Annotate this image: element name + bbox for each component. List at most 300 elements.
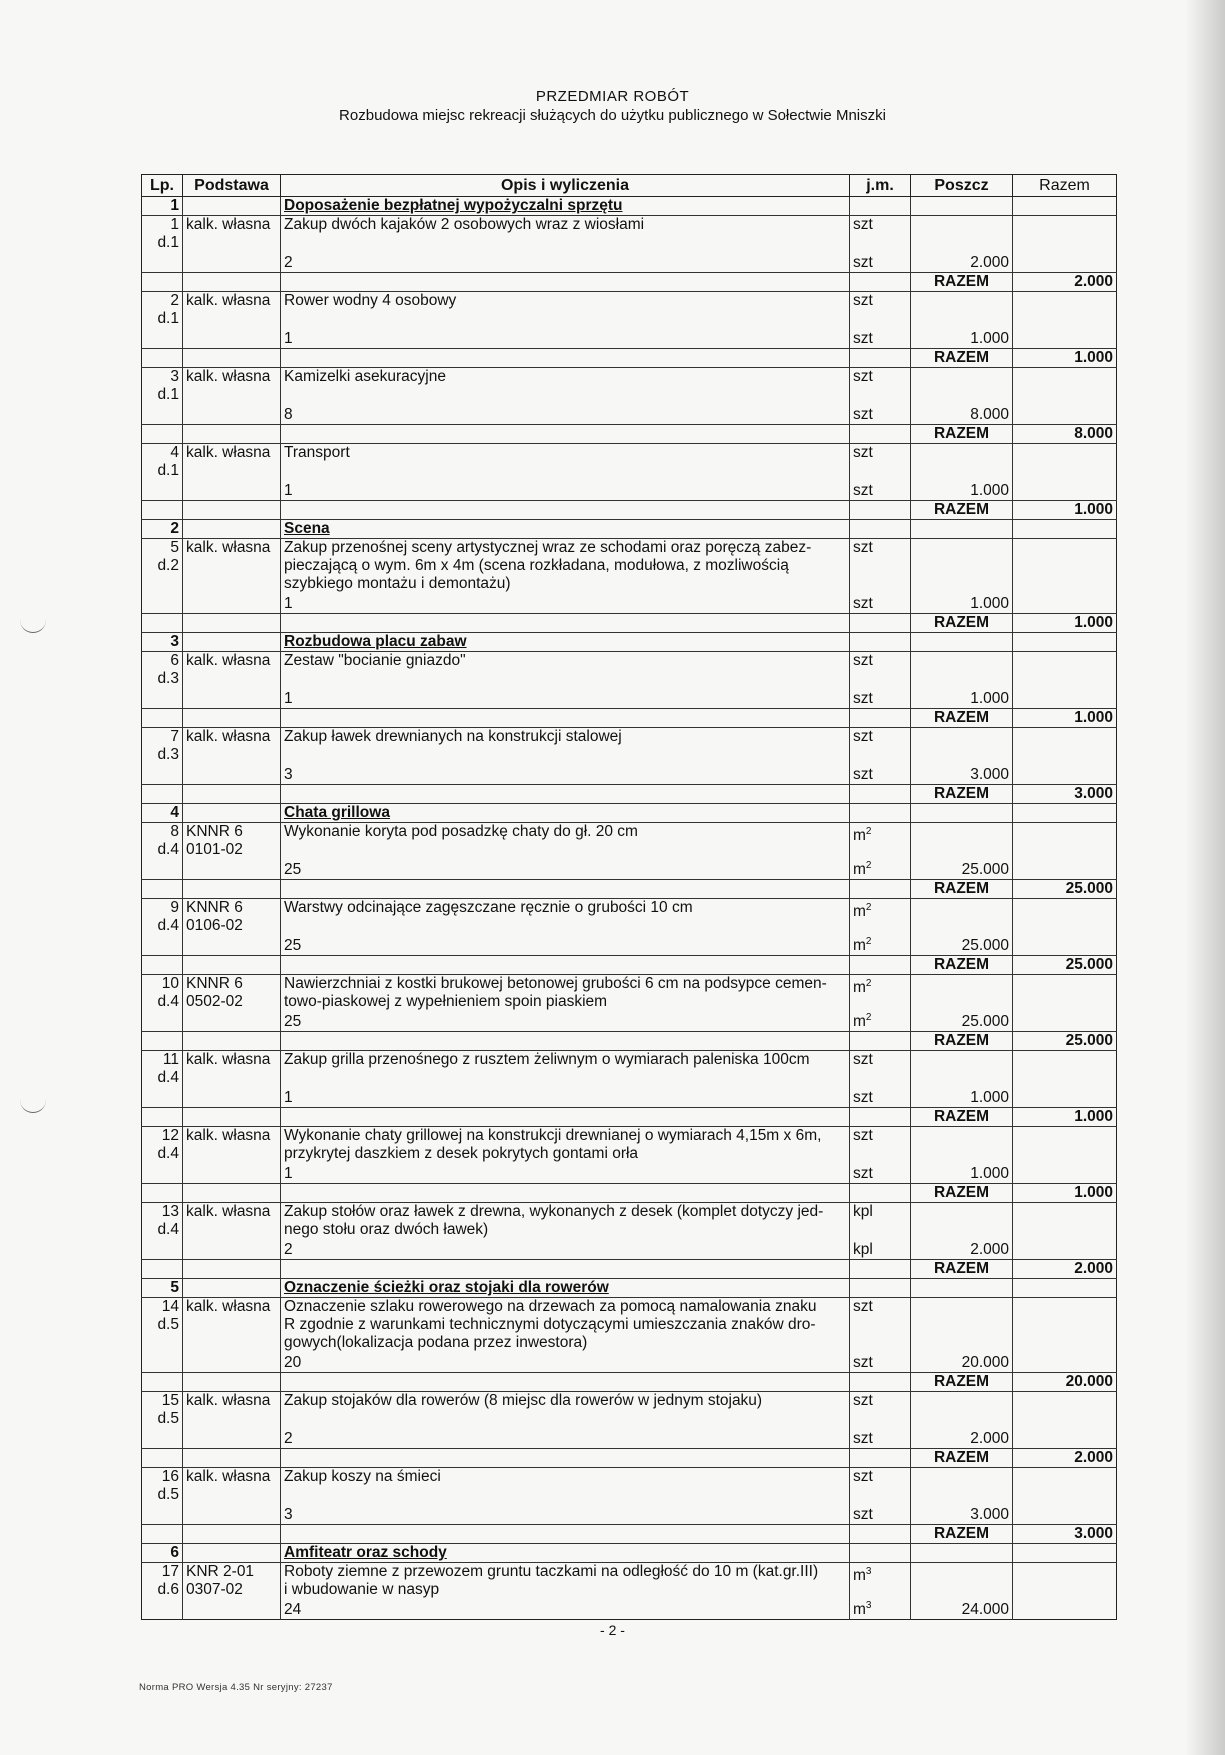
item-dzial: d.4 — [157, 1221, 179, 1238]
unit-text: $m^2$ — [853, 859, 872, 878]
item-razem-empty — [1013, 1468, 1117, 1525]
item-unit-result — [853, 857, 907, 879]
item-description-line: Roboty ziemne z przewozem gruntu taczkami na odległość do 10 m (kat.gr.III) — [284, 1563, 819, 1580]
razem-value: 1.000 — [1013, 501, 1117, 520]
razem-label: RAZEM — [911, 501, 1013, 520]
razem-jm-empty — [850, 501, 911, 520]
razem-row — [142, 425, 1117, 444]
razem-opis-empty — [281, 1032, 850, 1051]
unit-text: $m^2$ — [853, 1011, 872, 1030]
item-opis-cell — [281, 539, 850, 614]
razem-opis-empty — [281, 614, 850, 633]
item-row — [142, 1392, 1117, 1449]
item-description-line: Wykonanie koryta pod posadzkę chaty do gł. 20 cm — [284, 823, 638, 840]
section-jm-empty — [850, 197, 911, 216]
razem-podstawa-empty — [183, 273, 281, 292]
razem-lp-empty — [142, 1032, 183, 1051]
item-jm-cell — [850, 1051, 911, 1108]
unit-text: $m^3$ — [853, 1599, 872, 1618]
razem-podstawa-empty — [183, 785, 281, 804]
razem-opis-empty — [281, 425, 850, 444]
item-podstawa-cell — [183, 216, 281, 273]
item-unit — [853, 728, 907, 746]
item-podstawa-line2: kalk. własna — [186, 1203, 271, 1220]
section-jm-empty — [850, 804, 911, 823]
item-number: 4 — [170, 444, 179, 461]
item-description-line: Wykonanie chaty grillowej na konstrukcji drewnianej o wymiarach 4,15m x 6m, — [284, 1127, 822, 1144]
item-jm-cell — [850, 652, 911, 709]
razem-podstawa-empty — [183, 425, 281, 444]
item-razem-empty — [1013, 652, 1117, 709]
item-razem-empty — [1013, 1298, 1117, 1373]
section-number: 5 — [142, 1279, 183, 1298]
item-dzial: d.4 — [157, 841, 179, 858]
item-poszcz-value: 1.000 — [970, 330, 1009, 347]
razem-jm-empty — [850, 273, 911, 292]
section-row — [142, 1279, 1117, 1298]
section-jm-empty — [850, 520, 911, 539]
razem-podstawa-empty — [183, 709, 281, 728]
razem-podstawa-empty — [183, 880, 281, 899]
item-razem-empty — [1013, 444, 1117, 501]
item-row — [142, 539, 1117, 614]
section-title: Oznaczenie ścieżki oraz stojaki dla rowerów — [281, 1279, 850, 1298]
punch-hole-mark — [20, 1098, 46, 1113]
item-razem-empty — [1013, 728, 1117, 785]
section-jm-empty — [850, 1544, 911, 1563]
item-poszcz-cell — [911, 1203, 1013, 1260]
item-number: 14 — [161, 1298, 179, 1315]
item-poszcz-value: 8.000 — [970, 406, 1009, 423]
item-dzial: d.3 — [157, 670, 179, 687]
razem-value: 25.000 — [1013, 1032, 1117, 1051]
item-description-line: Zakup ławek drewnianych na konstrukcji stalowej — [284, 728, 622, 745]
item-lp-cell — [142, 1203, 183, 1260]
razem-podstawa-empty — [183, 349, 281, 368]
section-podstawa-empty — [183, 1279, 281, 1298]
item-jm-cell — [850, 1468, 911, 1525]
item-poszcz-value: 2.000 — [970, 254, 1009, 271]
razem-row — [142, 785, 1117, 804]
section-razem-empty — [1013, 804, 1117, 823]
item-unit-result — [853, 1506, 907, 1524]
item-number: 6 — [170, 652, 179, 669]
item-quantity-formula: 3 — [284, 766, 293, 783]
item-dzial: d.2 — [157, 557, 179, 574]
razem-opis-empty — [281, 1260, 850, 1279]
item-opis-cell — [281, 216, 850, 273]
item-number: 2 — [170, 292, 179, 309]
item-lp-cell — [142, 1051, 183, 1108]
item-podstawa-line2: kalk. własna — [186, 368, 271, 385]
item-opis-cell — [281, 1203, 850, 1260]
razem-jm-empty — [850, 614, 911, 633]
col-header-razem: Razem — [1013, 175, 1117, 197]
item-row — [142, 1203, 1117, 1260]
item-description-line: Zakup stojaków dla rowerów (8 miejsc dla rowerów w jednym stojaku) — [284, 1392, 763, 1409]
item-number: 16 — [161, 1468, 179, 1485]
section-poszcz-empty — [911, 1279, 1013, 1298]
unit-text: szt — [853, 539, 873, 556]
item-podstawa-line2: 0101-02 — [186, 841, 243, 858]
item-quantity-formula: 1 — [284, 330, 293, 347]
item-description-line: Zakup koszy na śmieci — [284, 1468, 441, 1485]
unit-text: szt — [853, 1468, 873, 1485]
item-jm-cell — [850, 1298, 911, 1373]
unit-text: $m^2$ — [853, 826, 872, 845]
item-poszcz-value: 2.000 — [970, 1241, 1009, 1258]
razem-lp-empty — [142, 956, 183, 975]
section-row — [142, 804, 1117, 823]
razem-opis-empty — [281, 501, 850, 520]
razem-label: RAZEM — [911, 1449, 1013, 1468]
razem-row — [142, 956, 1117, 975]
section-podstawa-empty — [183, 804, 281, 823]
razem-jm-empty — [850, 1032, 911, 1051]
item-description-line: Zakup dwóch kajaków 2 osobowych wraz z wiosłami — [284, 216, 645, 233]
section-number: 4 — [142, 804, 183, 823]
razem-podstawa-empty — [183, 1184, 281, 1203]
razem-opis-empty — [281, 1525, 850, 1544]
item-poszcz-value: 1.000 — [970, 690, 1009, 707]
item-podstawa-line1: KNR 2-01 — [186, 1563, 255, 1580]
item-opis-cell — [281, 652, 850, 709]
item-podstawa-cell — [183, 539, 281, 614]
item-podstawa-cell — [183, 728, 281, 785]
item-lp-cell — [142, 899, 183, 956]
item-poszcz-cell — [911, 539, 1013, 614]
item-quantity-formula: 3 — [284, 1506, 293, 1523]
section-row — [142, 197, 1117, 216]
item-unit — [853, 1392, 907, 1410]
item-description-line: towo-piaskowej z wypełnieniem spoin piaskiem — [284, 993, 608, 1010]
razem-opis-empty — [281, 880, 850, 899]
item-quantity-formula: 24 — [284, 1601, 302, 1618]
item-poszcz-value: 1.000 — [970, 595, 1009, 612]
item-razem-empty — [1013, 1563, 1117, 1620]
item-opis-cell — [281, 1051, 850, 1108]
item-podstawa-cell — [183, 368, 281, 425]
item-dzial: d.1 — [157, 310, 179, 327]
razem-label: RAZEM — [911, 1260, 1013, 1279]
item-razem-empty — [1013, 1392, 1117, 1449]
item-lp-cell — [142, 1468, 183, 1525]
item-jm-cell — [850, 292, 911, 349]
item-quantity-formula: 2 — [284, 254, 293, 271]
item-dzial: d.5 — [157, 1316, 179, 1333]
razem-lp-empty — [142, 425, 183, 444]
section-razem-empty — [1013, 197, 1117, 216]
razem-podstawa-empty — [183, 1449, 281, 1468]
item-poszcz-value: 20.000 — [961, 1354, 1009, 1371]
section-title: Doposażenie bezpłatnej wypożyczalni sprzętu — [281, 197, 850, 216]
item-quantity-formula: 1 — [284, 690, 293, 707]
item-opis-cell — [281, 292, 850, 349]
table-header-row — [142, 175, 1117, 197]
item-poszcz-cell — [911, 1563, 1013, 1620]
item-podstawa-cell — [183, 1203, 281, 1260]
item-poszcz-cell — [911, 1392, 1013, 1449]
razem-opis-empty — [281, 1108, 850, 1127]
razem-lp-empty — [142, 501, 183, 520]
item-quantity-formula: 1 — [284, 1165, 293, 1182]
item-unit — [853, 823, 907, 845]
item-razem-empty — [1013, 1051, 1117, 1108]
razem-value: 25.000 — [1013, 956, 1117, 975]
item-number: 12 — [161, 1127, 179, 1144]
item-dzial: d.6 — [157, 1581, 179, 1598]
item-dzial: d.4 — [157, 1145, 179, 1162]
item-podstawa-cell — [183, 1298, 281, 1373]
razem-label: RAZEM — [911, 1525, 1013, 1544]
item-jm-cell — [850, 539, 911, 614]
razem-jm-empty — [850, 349, 911, 368]
item-jm-cell — [850, 1127, 911, 1184]
item-dzial: d.3 — [157, 746, 179, 763]
razem-lp-empty — [142, 880, 183, 899]
razem-label: RAZEM — [911, 1032, 1013, 1051]
unit-text: szt — [853, 292, 873, 309]
item-description-line: nego stołu oraz dwóch ławek) — [284, 1221, 489, 1238]
item-quantity-formula: 25 — [284, 861, 302, 878]
section-title: Scena — [281, 520, 850, 539]
item-podstawa-line2: kalk. własna — [186, 1127, 271, 1144]
razem-label: RAZEM — [911, 880, 1013, 899]
item-unit — [853, 1298, 907, 1316]
razem-row — [142, 880, 1117, 899]
section-title: Chata grillowa — [281, 804, 850, 823]
item-row — [142, 899, 1117, 956]
razem-podstawa-empty — [183, 501, 281, 520]
razem-row — [142, 1184, 1117, 1203]
section-row — [142, 520, 1117, 539]
item-podstawa-line2: kalk. własna — [186, 652, 271, 669]
item-opis-cell — [281, 1127, 850, 1184]
item-description-line: Zakup stołów oraz ławek z drewna, wykonanych z desek (komplet dotyczy jed- — [284, 1203, 824, 1220]
razem-row — [142, 1449, 1117, 1468]
item-description-line: pieczającą o wym. 6m x 4m (scena rozkładana, modułowa, z mozliwością — [284, 557, 789, 574]
item-number: 10 — [161, 975, 179, 992]
unit-text: szt — [853, 1165, 873, 1182]
item-opis-cell — [281, 1563, 850, 1620]
razem-opis-empty — [281, 1184, 850, 1203]
page-edge-shadow — [1185, 0, 1225, 1755]
razem-label: RAZEM — [911, 1373, 1013, 1392]
razem-jm-empty — [850, 1260, 911, 1279]
razem-lp-empty — [142, 709, 183, 728]
item-description-line: Nawierzchniai z kostki brukowej betonowej grubości 6 cm na podsypce cemen- — [284, 975, 827, 992]
section-podstawa-empty — [183, 520, 281, 539]
razem-value: 1.000 — [1013, 349, 1117, 368]
unit-text: szt — [853, 406, 873, 423]
item-opis-cell — [281, 1468, 850, 1525]
razem-podstawa-empty — [183, 1032, 281, 1051]
item-dzial: d.4 — [157, 993, 179, 1010]
item-lp-cell — [142, 292, 183, 349]
razem-podstawa-empty — [183, 614, 281, 633]
item-podstawa-cell — [183, 1468, 281, 1525]
item-number: 17 — [161, 1563, 179, 1580]
razem-opis-empty — [281, 709, 850, 728]
razem-row — [142, 709, 1117, 728]
item-description-line: Kamizelki asekuracyjne — [284, 368, 446, 385]
razem-lp-empty — [142, 1449, 183, 1468]
item-unit-result — [853, 482, 907, 500]
item-unit — [853, 652, 907, 670]
item-razem-empty — [1013, 216, 1117, 273]
razem-value: 1.000 — [1013, 614, 1117, 633]
item-unit — [853, 1127, 907, 1145]
item-podstawa-line2: kalk. własna — [186, 216, 271, 233]
item-razem-empty — [1013, 823, 1117, 880]
razem-value: 20.000 — [1013, 1373, 1117, 1392]
razem-label: RAZEM — [911, 1108, 1013, 1127]
item-unit-result — [853, 1165, 907, 1183]
item-podstawa-line2: kalk. własna — [186, 1392, 271, 1409]
item-poszcz-cell — [911, 975, 1013, 1032]
page-number: - 2 - — [600, 1622, 625, 1638]
przedmiar-table — [141, 174, 1117, 1620]
item-poszcz-cell — [911, 899, 1013, 956]
razem-row — [142, 1373, 1117, 1392]
item-poszcz-cell — [911, 652, 1013, 709]
item-podstawa-cell — [183, 1127, 281, 1184]
item-razem-empty — [1013, 975, 1117, 1032]
document-header — [0, 88, 1225, 124]
item-razem-empty — [1013, 368, 1117, 425]
unit-text: szt — [853, 1354, 873, 1371]
section-row — [142, 633, 1117, 652]
unit-text: szt — [853, 652, 873, 669]
item-razem-empty — [1013, 899, 1117, 956]
razem-label: RAZEM — [911, 349, 1013, 368]
item-jm-cell — [850, 975, 911, 1032]
razem-row — [142, 614, 1117, 633]
item-jm-cell — [850, 728, 911, 785]
item-jm-cell — [850, 216, 911, 273]
item-poszcz-value: 25.000 — [961, 1013, 1009, 1030]
item-opis-cell — [281, 899, 850, 956]
razem-jm-empty — [850, 956, 911, 975]
document-subtitle: Rozbudowa miejsc rekreacji służących do użytku publicznego w Sołectwie Mniszki — [339, 107, 886, 124]
razem-opis-empty — [281, 349, 850, 368]
section-row — [142, 1544, 1117, 1563]
item-podstawa-cell — [183, 1392, 281, 1449]
document-title: PRZEDMIAR ROBÓT — [535, 88, 690, 105]
item-podstawa-line2: kalk. własna — [186, 539, 271, 556]
razem-podstawa-empty — [183, 956, 281, 975]
unit-text: szt — [853, 1430, 873, 1447]
razem-opis-empty — [281, 1373, 850, 1392]
section-jm-empty — [850, 633, 911, 652]
item-podstawa-cell — [183, 1051, 281, 1108]
item-lp-cell — [142, 728, 183, 785]
razem-label: RAZEM — [911, 614, 1013, 633]
razem-podstawa-empty — [183, 1260, 281, 1279]
item-podstawa-cell — [183, 899, 281, 956]
item-dzial: d.1 — [157, 234, 179, 251]
item-row — [142, 975, 1117, 1032]
razem-row — [142, 1525, 1117, 1544]
item-number: 5 — [170, 539, 179, 556]
item-poszcz-cell — [911, 444, 1013, 501]
col-header-opis: Opis i wyliczenia — [281, 175, 850, 197]
item-podstawa-cell — [183, 292, 281, 349]
item-row — [142, 292, 1117, 349]
item-unit-result — [853, 1354, 907, 1372]
unit-text: $m^2$ — [853, 978, 872, 997]
item-quantity-formula: 25 — [284, 937, 302, 954]
unit-text: szt — [853, 1506, 873, 1523]
item-row — [142, 652, 1117, 709]
razem-label: RAZEM — [911, 273, 1013, 292]
item-number: 3 — [170, 368, 179, 385]
section-razem-empty — [1013, 1279, 1117, 1298]
item-podstawa-cell — [183, 444, 281, 501]
item-unit-result — [853, 1089, 907, 1107]
item-opis-cell — [281, 368, 850, 425]
razem-value: 1.000 — [1013, 1184, 1117, 1203]
item-poszcz-cell — [911, 368, 1013, 425]
razem-lp-empty — [142, 1525, 183, 1544]
item-podstawa-line2: 0502-02 — [186, 993, 243, 1010]
razem-jm-empty — [850, 1525, 911, 1544]
unit-text: szt — [853, 444, 873, 461]
unit-text: kpl — [853, 1241, 873, 1258]
item-poszcz-cell — [911, 728, 1013, 785]
section-podstawa-empty — [183, 1544, 281, 1563]
section-number: 3 — [142, 633, 183, 652]
razem-lp-empty — [142, 1184, 183, 1203]
item-unit — [853, 292, 907, 310]
razem-podstawa-empty — [183, 1108, 281, 1127]
razem-row — [142, 501, 1117, 520]
item-description-line: Rower wodny 4 osobowy — [284, 292, 457, 309]
item-quantity-formula: 1 — [284, 595, 293, 612]
razem-opis-empty — [281, 273, 850, 292]
item-lp-cell — [142, 368, 183, 425]
item-poszcz-value: 3.000 — [970, 766, 1009, 783]
item-quantity-formula: 2 — [284, 1241, 293, 1258]
item-description-line: Zakup grilla przenośnego z rusztem żeliwnym o wymiarach paleniska 100cm — [284, 1051, 810, 1068]
item-poszcz-value: 1.000 — [970, 482, 1009, 499]
item-row — [142, 1468, 1117, 1525]
razem-value: 8.000 — [1013, 425, 1117, 444]
section-razem-empty — [1013, 520, 1117, 539]
item-unit-result — [853, 254, 907, 272]
razem-jm-empty — [850, 1373, 911, 1392]
item-row — [142, 728, 1117, 785]
unit-text: szt — [853, 1298, 873, 1315]
item-dzial: d.1 — [157, 462, 179, 479]
razem-jm-empty — [850, 1449, 911, 1468]
item-dzial: d.1 — [157, 386, 179, 403]
item-number: 8 — [170, 823, 179, 840]
item-podstawa-line2: 0307-02 — [186, 1581, 243, 1598]
item-unit — [853, 1203, 907, 1221]
item-quantity-formula: 20 — [284, 1354, 302, 1371]
item-unit — [853, 1051, 907, 1069]
item-poszcz-value: 25.000 — [961, 861, 1009, 878]
item-unit — [853, 899, 907, 921]
item-opis-cell — [281, 728, 850, 785]
item-number: 9 — [170, 899, 179, 916]
item-podstawa-line2: kalk. własna — [186, 444, 271, 461]
table-body — [142, 197, 1117, 1620]
item-poszcz-cell — [911, 216, 1013, 273]
item-row — [142, 823, 1117, 880]
razem-label: RAZEM — [911, 425, 1013, 444]
